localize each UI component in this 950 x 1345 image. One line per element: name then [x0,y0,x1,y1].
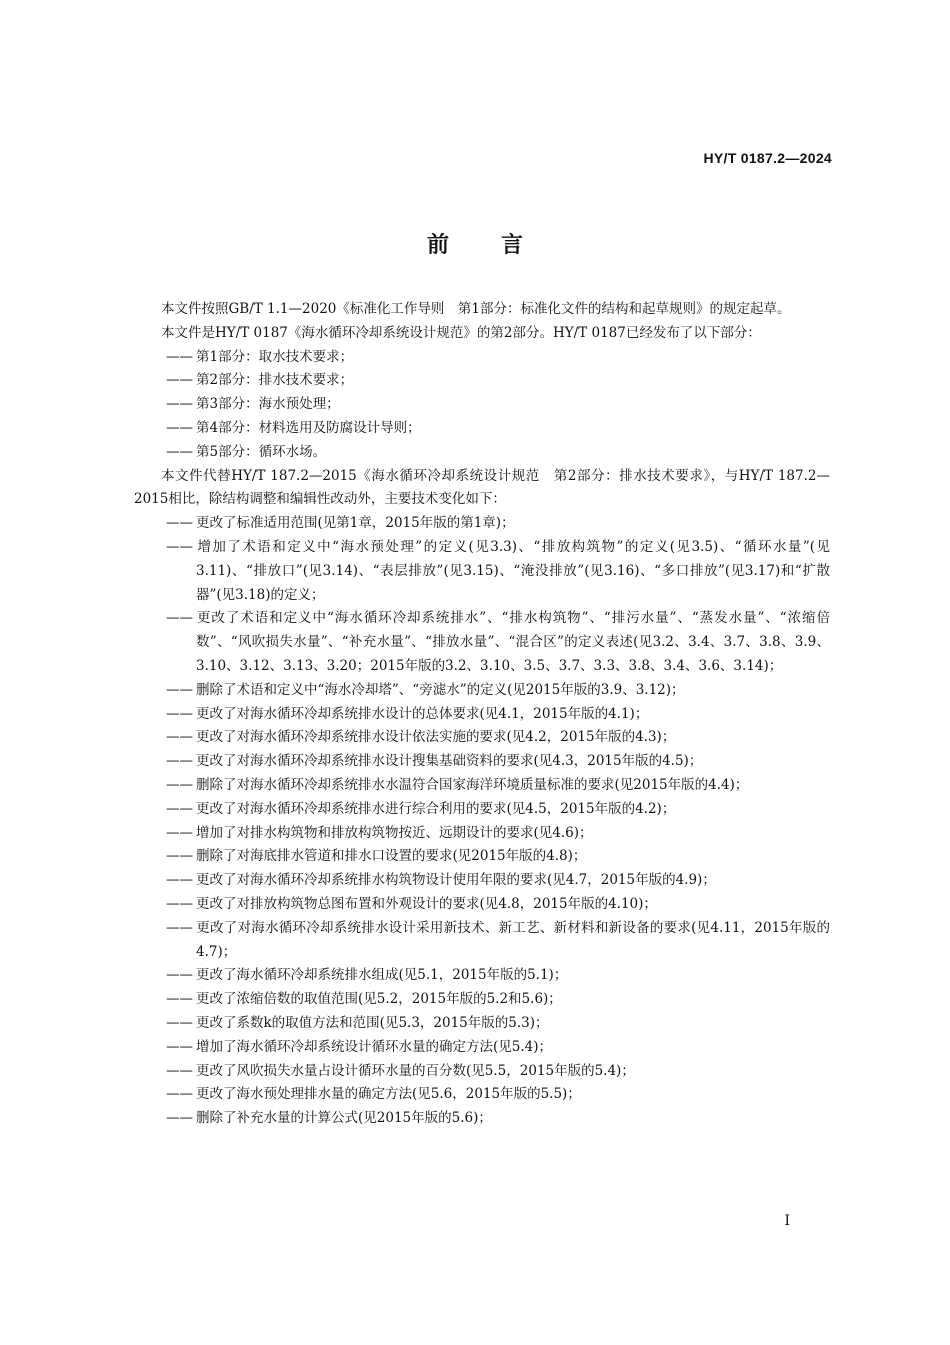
list-item: —— 第2部分：排水技术要求； [166,372,354,389]
list-item: —— 增加了对排水构筑物和排放构筑物按近、远期设计的要求(见4.6)； [166,824,593,841]
list-item: —— 更改了对排放构筑物总图布置和外观设计的要求(见4.8，2015年版的4.10)； [166,895,657,912]
paragraph-drafting-rules: 本文件按照GB/T 1.1—2020《标准化工作导则 第1部分：标准化文件的结构和起草规则》的规定起草。 [161,301,791,317]
list-item: —— 更改了风吹损失水量占设计循环水量的百分数(见5.5，2015年版的5.4)； [166,1062,635,1079]
list-item: —— 更改了海水循环冷却系统排水组成(见5.1，2015年版的5.1)； [166,967,568,984]
list-item: —— 更改了海水预处理排水量的确定方法(见5.6，2015年版的5.5)； [166,1086,581,1103]
foreword-body [134,298,830,1131]
list-item: —— 增加了海水循环冷却系统设计循环水量的确定方法(见5.4)； [166,1038,553,1055]
list-item: —— 删除了对海底排水管道和排水口设置的要求(见2015年版的4.8)； [166,848,587,865]
list-item: —— 删除了补充水量的计算公式(见2015年版的5.6)； [166,1110,492,1127]
list-item: —— 删除了术语和定义中“海水冷却塔”、“旁滤水”的定义(见2015年版的3.9、3.12)； [166,681,685,698]
list-item: —— 更改了对海水循环冷却系统排水设计搜集基础资料的要求(见4.3，2015年版的4.5)； [166,753,703,770]
list-item: —— 更改了浓缩倍数的取值范围(见5.2，2015年版的5.2和5.6)； [166,991,562,1008]
parts-list [134,346,830,465]
list-item: —— 更改了对海水循环冷却系统排水设计的总体要求(见4.1，2015年版的4.1)； [166,705,649,722]
list-item: —— 更改了对海水循环冷却系统排水进行综合利用的要求(见4.5，2015年版的4.2)； [166,800,676,817]
list-item: —— 更改了对海水循环冷却系统排水设计依法实施的要求(见4.2，2015年版的4.3)； [166,729,676,746]
list-item: —— 更改了系数k的取值方法和范围(见5.3，2015年版的5.3)； [166,1014,549,1031]
list-item: —— 更改了对海水循环冷却系统排水构筑物设计使用年限的要求(见4.7，2015年版的4.9)； [166,872,716,889]
paragraph-replaces: 本文件代替HY/T 187.2—2015《海水循环冷却系统设计规范 第2部分：排水技术要求》，与HY/T 187.2—2015相比，除结构调整和编辑性改动外，主要技术变化如下： [134,467,830,508]
page-number: Ⅰ [784,1213,790,1229]
list-item: —— 更改了术语和定义中“海水循环冷却系统排水”、“排水构筑物”、“排污水量”、“蒸发水量”、“浓缩倍数”、“风吹损失水量”、“补充水量”、“排放水量”、“混合区”的定义表述(见3.2、3.4、3.7、3.8、3.9、3.10、3.12、3.13、3.20；2015年版的3.2、3.10、3.5、3.7、3.3、3.8、3.4、3.6、3.14)； [166,610,830,674]
list-item: —— 删除了对海水循环冷却系统排水水温符合国家海洋环境质量标准的要求(见2015年版的4.4)； [166,776,749,793]
changes-list [134,512,830,1131]
list-item: —— 第1部分：取水技术要求； [166,348,354,365]
page-title: 前言 [426,233,575,258]
list-item: —— 第5部分：循环水场。 [166,443,327,460]
list-item: —— 第4部分：材料选用及防腐设计导则； [166,419,421,436]
list-item: —— 第3部分：海水预处理； [166,396,340,413]
paragraph-part-of-series: 本文件是HY/T 0187《海水循环冷却系统设计规范》的第2部分。HY/T 0187已经发布了以下部分： [161,324,761,341]
list-item: —— 更改了对海水循环冷却系统排水设计采用新技术、新工艺、新材料和新设备的要求(见4.11，2015年版的4.7)； [166,919,830,960]
list-item: —— 更改了标准适用范围(见第1章，2015年版的第1章)； [166,515,515,532]
list-item: —— 增加了术语和定义中“海水预处理”的定义(见3.3)、“排放构筑物”的定义(见3.5)、“循环水量”(见3.11)、“排放口”(见3.14)、“表层排放”(见3.15)、“淹没排放”(见3.16)、“多口排放”(见3.17)和“扩散器”(见3.18)的定义； [166,538,830,603]
doc-code-header: HY/T 0187.2—2024 [703,150,832,166]
